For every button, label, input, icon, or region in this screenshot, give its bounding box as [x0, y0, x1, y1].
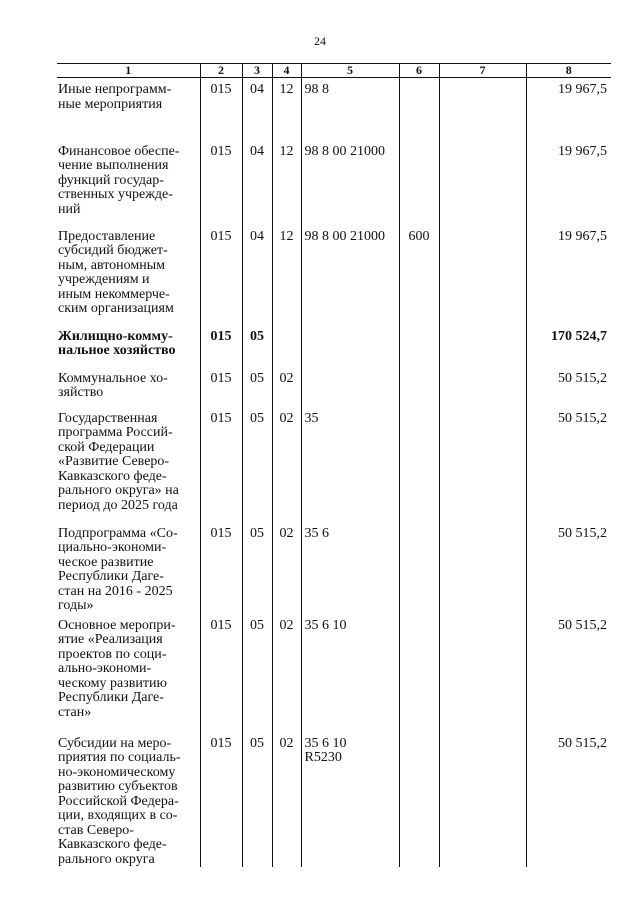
target-article-cell: 35 6 10 [301, 614, 399, 732]
section-code-cell: 04 [242, 140, 272, 225]
section-code-cell: 05 [242, 325, 272, 367]
chapter-code-cell: 015 [200, 522, 242, 614]
table-header-row [57, 64, 611, 78]
amount-cell: 50 515,2 [526, 614, 611, 732]
subsection-code-cell: 12 [272, 225, 301, 325]
table-row [57, 614, 611, 732]
expense-type-cell [399, 140, 439, 225]
chapter-code-cell: 015 [200, 140, 242, 225]
page-number: 24 [314, 34, 326, 48]
column-header: 2 [200, 64, 242, 78]
chapter-code-cell: 015 [200, 225, 242, 325]
expense-type-cell [399, 367, 439, 407]
subsection-code-cell: 02 [272, 732, 301, 868]
subsection-code-cell: 02 [272, 367, 301, 407]
row-name-cell: Жилищно-комму- нальное хозяйство [58, 328, 176, 358]
amount-cell: 19 967,5 [526, 225, 611, 325]
amount-cell: 170 524,7 [526, 325, 611, 367]
chapter-code-cell: 015 [200, 732, 242, 868]
table-row [57, 367, 611, 407]
amount-cell: 19 967,5 [526, 78, 611, 140]
column-7-cell [439, 225, 526, 325]
expense-type-cell [399, 522, 439, 614]
chapter-code-cell: 015 [200, 325, 242, 367]
table-body [57, 78, 611, 868]
row-name-cell: Субсидии на меро- приятия по социаль- но-экономическому развитию субъектов Российской Федера- ции, входящих в со- став Северо- Кавказского феде- рального округа [58, 735, 181, 867]
expense-type-cell [399, 78, 439, 140]
row-name-cell: Иные непрограмм- ные мероприятия [58, 82, 172, 112]
column-header: 4 [272, 64, 301, 78]
column-header: 7 [439, 64, 526, 78]
expense-type-cell [399, 732, 439, 868]
target-article-cell: 35 6 10 R5230 [301, 732, 399, 868]
table-row [57, 407, 611, 522]
section-code-cell: 04 [242, 78, 272, 140]
table-row [57, 78, 611, 140]
row-name-cell: Государственная программа Россий- ской Федерации «Развитие Северо- Кавказского феде- рального округа» на период до 2025 года [58, 410, 179, 513]
target-article-cell [301, 367, 399, 407]
section-code-cell: 05 [242, 367, 272, 407]
row-name-cell: Основное меропри- ятие «Реализация проектов по соци- ально-экономи- ческому развитию Республики Даге- стан» [58, 617, 176, 720]
column-7-cell [439, 140, 526, 225]
chapter-code-cell: 015 [200, 367, 242, 407]
amount-cell: 50 515,2 [526, 732, 611, 868]
section-code-cell: 05 [242, 522, 272, 614]
column-7-cell [439, 407, 526, 522]
table-row [57, 522, 611, 614]
column-header: 8 [526, 64, 611, 78]
expense-type-cell [399, 614, 439, 732]
target-article-cell: 35 [301, 407, 399, 522]
expense-type-cell: 600 [399, 225, 439, 325]
row-name-cell: Предоставление субсидий бюджет- ным, автономным учреждениям и иным некоммерче- ским организациям [58, 228, 174, 316]
column-7-cell [439, 732, 526, 868]
row-name-cell: Финансовое обеспе- чение выполнения функций государ- ственных учрежде- ний [58, 143, 180, 217]
subsection-code-cell: 12 [272, 140, 301, 225]
section-code-cell: 05 [242, 732, 272, 868]
subsection-code-cell: 02 [272, 522, 301, 614]
amount-cell: 50 515,2 [526, 522, 611, 614]
section-code-cell: 05 [242, 407, 272, 522]
section-code-cell: 05 [242, 614, 272, 732]
expense-type-cell [399, 325, 439, 367]
chapter-code-cell: 015 [200, 407, 242, 522]
column-header: 3 [242, 64, 272, 78]
table-row [57, 732, 611, 868]
column-7-cell [439, 78, 526, 140]
subsection-code-cell: 02 [272, 407, 301, 522]
row-name-cell: Коммунальное хо- зяйство [58, 370, 168, 400]
section-code-cell: 04 [242, 225, 272, 325]
expense-type-cell [399, 407, 439, 522]
budget-table [57, 63, 611, 867]
chapter-code-cell: 015 [200, 78, 242, 140]
column-7-cell [439, 367, 526, 407]
subsection-code-cell: 12 [272, 78, 301, 140]
subsection-code-cell [272, 325, 301, 367]
target-article-cell: 98 8 00 21000 [301, 225, 399, 325]
column-header: 5 [301, 64, 399, 78]
column-7-cell [439, 325, 526, 367]
target-article-cell: 35 6 [301, 522, 399, 614]
table-row [57, 325, 611, 367]
target-article-cell: 98 8 00 21000 [301, 140, 399, 225]
column-7-cell [439, 522, 526, 614]
target-article-cell [301, 325, 399, 367]
column-header: 1 [57, 64, 200, 78]
target-article-cell: 98 8 [301, 78, 399, 140]
table-row [57, 225, 611, 325]
chapter-code-cell: 015 [200, 614, 242, 732]
table-row [57, 140, 611, 225]
column-7-cell [439, 614, 526, 732]
amount-cell: 19 967,5 [526, 140, 611, 225]
subsection-code-cell: 02 [272, 614, 301, 732]
amount-cell: 50 515,2 [526, 407, 611, 522]
row-name-cell: Подпрограмма «Со- циально-экономи- ческое развитие Республики Даге- стан на 2016 - 2025 годы» [58, 525, 178, 613]
amount-cell: 50 515,2 [526, 367, 611, 407]
column-header: 6 [399, 64, 439, 78]
